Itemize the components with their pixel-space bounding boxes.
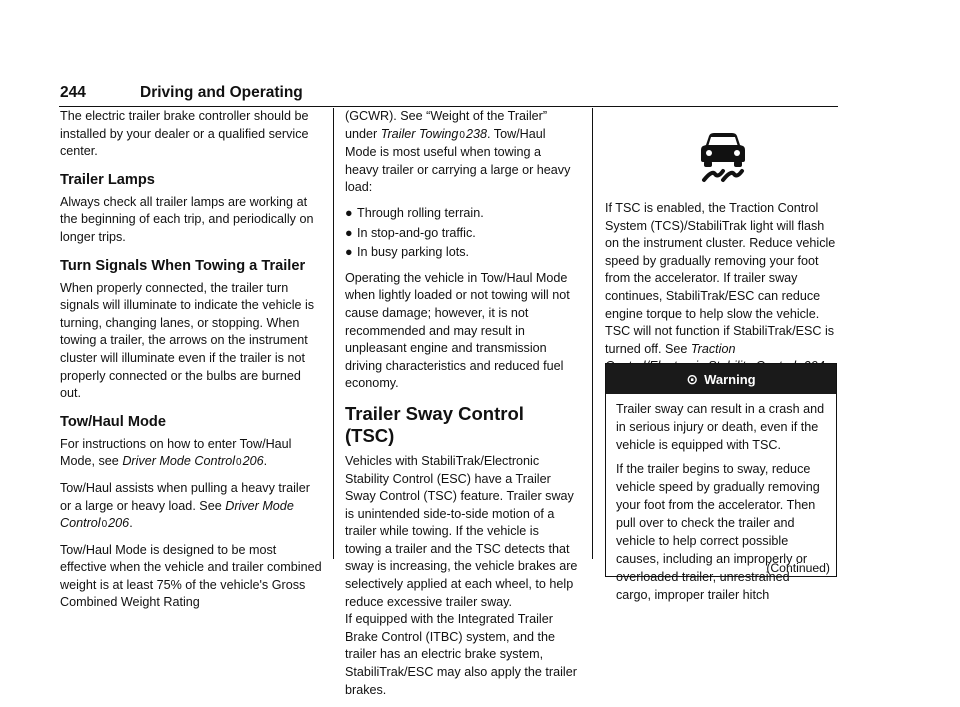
heading-trailer-lamps: Trailer Lamps [60,171,155,188]
bullet-icon: ● [345,205,353,220]
column-left [60,108,322,620]
column-divider [592,108,593,559]
cross-reference-link[interactable]: Traction [690,341,736,356]
icon-area [605,108,838,200]
trailer-lamps-paragraph: Always check all trailer lamps are working at the beginning of each trip, and periodically on longer trips. [60,194,314,244]
warning-title: Warning [704,371,756,387]
list-item: ● In busy parking lots. [345,244,578,262]
tsc-paragraph: Vehicles with StabiliTrak/Electronic Stability Control (ESC) have a Trailer Sway Control (TSC) feature. Trailer sway is unintended side-to-side motion of a trailer while towing. If the vehicle is towing a trailer and the TSC detects that sway is increasing, the vehicle brakes are selectively applied at each wheel, to help reduce excessive trailer sway. [345,453,578,609]
page-reference[interactable]: 206 [242,454,264,469]
warning-header [606,364,836,394]
bullet-icon: ● [345,245,353,260]
page-reference[interactable]: 238 [465,126,487,141]
tow-haul-paragraph-2: Tow/Haul assists when pulling a heavy trailer or a large or heavy load. See Driver Mode Control0206. [60,480,310,531]
column-right [605,108,838,385]
page-ref-arrow-icon: 0 [101,519,108,531]
tow-haul-paragraph-3: Tow/Haul Mode is designed to be most effective when the vehicle and trailer combined weight is at least 75% of the vehicle's Gross Combined Weight Rating [60,542,322,610]
traction-control-icon [700,130,746,182]
warning-box [605,363,837,602]
tsc-enabled-paragraph: If TSC is enabled, the Traction Control System (TCS)/StabiliTrak light will flash on the instrument cluster. Reduce vehicle speed by gradually removing your foot from the accelerator. If trailer sway continues, StabiliTrak/ESC can reduce engine torque to help slow the vehicle. TSC will not function if StabiliTrak/ESC is turned off. See Traction [605,200,838,377]
gcwr-paragraph: (GCWR). See “Weight of the Trailer” under Trailer Towing0238. Tow/Haul Mode is most useful when towing a heavy trailer or carrying a large or heavy load: [345,109,571,195]
heading-tow-haul: Tow/Haul Mode [60,413,166,430]
column-middle [345,108,578,707]
warning-paragraph-1: Trailer sway can result in a crash and in serious injury or death, even if the vehicle is equipped with TSC. [616,402,825,452]
itbc-paragraph: If equipped with the Integrated Trailer Brake Control (ITBC) system, and the trailer has an electric brake system, StabiliTrak/ESC may also apply the trailer brakes. [345,612,577,697]
bullet-icon: ● [345,225,353,240]
page-ref-arrow-icon: 0 [236,457,242,469]
operating-paragraph: Operating the vehicle in Tow/Haul Mode when lightly loaded or not towing will not cause damage; however, it is not recommended and may result in unpleasant engine and transmission driving characteristics and reduced fuel economy. [345,270,570,391]
page-ref-arrow-icon: 0 [459,129,465,141]
column-divider [333,108,334,559]
cross-reference-link[interactable]: Driver Mode Control [122,454,235,469]
list-item: ● Through rolling terrain. [345,205,578,223]
bullet-list [345,205,578,262]
page-number: 244 [60,84,86,101]
cross-reference-link[interactable]: Driver Mode Control [60,498,294,531]
continued-label: (Continued) [766,561,830,575]
list-item: ● In stop-and-go traffic. [345,225,578,243]
warning-icon: ⊙ [686,370,699,387]
turn-signals-paragraph: When properly connected, the trailer turn signals will illuminate to indicate the vehicle is turning, changing lanes, or stopping. When towing a trailer, the arrows on the instrument cluster will illuminate even if the trailer is not properly connected or the bulbs are burned out. [60,280,315,401]
cross-reference-link[interactable]: Trailer Towing [380,126,459,141]
heading-trailer-sway-control: Trailer Sway Control (TSC) [345,402,524,446]
tow-haul-paragraph-1: For instructions on how to enter Tow/Haul Mode, see Driver Mode Control0206. [60,436,292,469]
heading-turn-signals: Turn Signals When Towing a Trailer [60,257,306,274]
section-title: Driving and Operating [140,84,303,101]
page-reference[interactable]: 206 [108,516,130,531]
warning-paragraph-2: If the trailer begins to sway, reduce vehicle speed by gradually removing your foot from the accelerator. Then pull over to check the trailer and vehicle to help correct possible causes, including an improperly or overloaded trailer, unrestrained cargo, improper trailer hitch [616,462,820,602]
page-header [59,84,838,107]
intro-paragraph: The electric trailer brake controller should be installed by your dealer or a qualified service center. [60,109,309,159]
